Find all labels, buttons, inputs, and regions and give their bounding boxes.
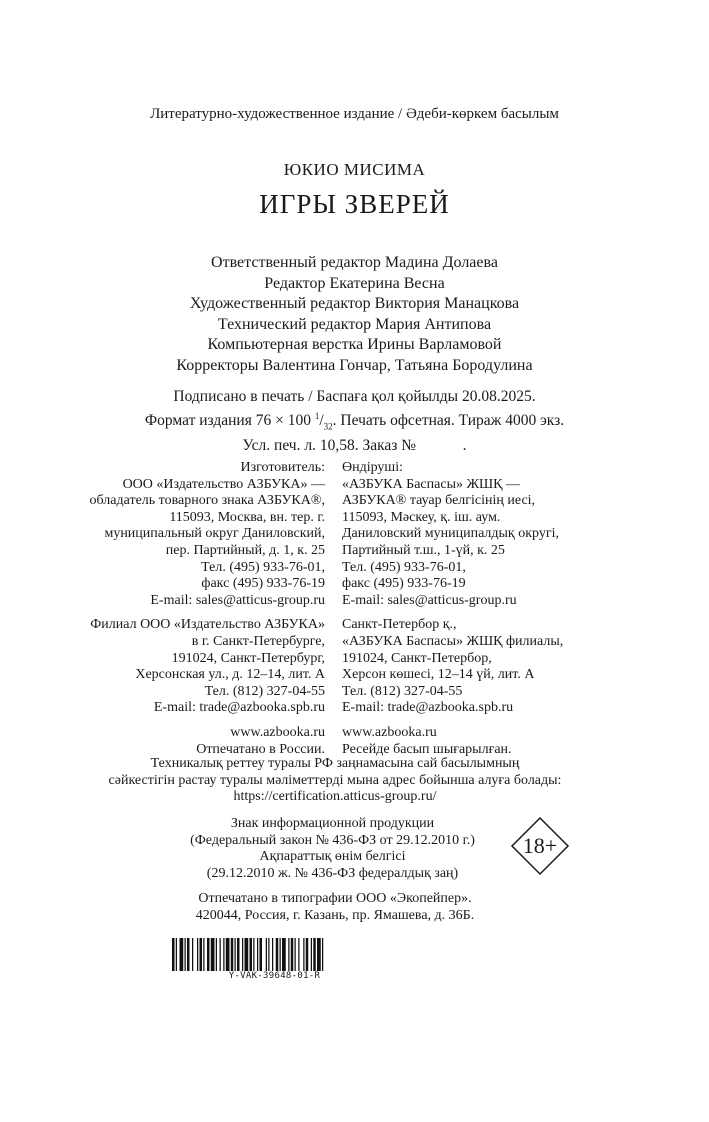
signed-date: Подписано в печать / Баспаға қол қойылды 20.08.2025. xyxy=(173,388,536,405)
sheets-order: Усл. печ. л. 10,58. Заказ № . xyxy=(242,437,467,455)
credit-line: Редактор Екатерина Весна xyxy=(264,274,445,292)
printer-info: Отпечатано в типографии ООО «Экопейпер». 420044, Россия, г. Казань, пр. Ямашева, д. 36Б. xyxy=(195,891,475,923)
age-rating-badge xyxy=(510,816,570,876)
certification-notice: Техникалық реттеу туралы РФ заңнамасына сай басылымның сәйкестігін растау туралы мәліметтерді мына адрес бойынша алуға болады: https://certification.atticus-group.ru/ xyxy=(108,756,562,804)
credit-line: Технический редактор Мария Антипова xyxy=(217,315,492,333)
edition-type: Литературно-художественное издание / Әдеби-көркем басылым xyxy=(150,106,559,122)
barcode-text: Y-VAK-39648-01-R xyxy=(228,971,321,981)
manufacturer-ru: Изготовитель: ООО «Издательство АЗБУКА» — обладатель товарного знака АЗБУКА®, 115093, Москва, вн. тер. г. муниципальный округ Даниловский, пер. Партийный, д. 1, к. 25 Тел. (495) 933-76-01, факс (495) 933-76-19 E-mail: sales@atticus-group.ru Филиал ООО «Издательство АЗБУКА» в г. Санкт-Петербурге, 191024, Санкт-Петербург, Херсонская ул., д. 12–14, лит. А Тел. (812) 327-04-55 E-mail: trade@azbooka.spb.ru www.azbooka.ru Отпечатано в России. xyxy=(89,460,325,757)
credit-line: Компьютерная верстка Ирины Варламовой xyxy=(207,336,502,353)
print-info xyxy=(0,387,709,456)
barcode-icon xyxy=(172,938,377,971)
credit-line: Ответственный редактор Мадина Долаева xyxy=(211,254,498,271)
info-sign-text: Знак информационной продукции (Федеральный закон № 436-ФЗ от 29.12.2010 г.) Ақпараттық өнім белгісі (29.12.2010 ж. № 436-ФЗ федералдық заң) xyxy=(190,816,475,881)
book-title: ИГРЫ ЗВЕРЕЙ xyxy=(259,189,450,219)
credits-block xyxy=(0,253,709,376)
credit-line: Корректоры Валентина Гончар, Татьяна Бородулина xyxy=(176,356,533,374)
age-rating-label: 18+ xyxy=(522,833,558,858)
credit-line: Художественный редактор Виктория Манацкова xyxy=(189,295,520,312)
format-line: Формат издания 76 × 100 $^1/_{32}$. Печать офсетная. Тираж 4000 экз. xyxy=(144,410,565,431)
author-name: ЮКИО МИСИМА xyxy=(283,160,426,179)
manufacturer-kz: Өндіруші: «АЗБУКА Баспасы» ЖШҚ — АЗБУКА® тауар белгісінің иесі, 115093, Мәскеу, қ. іш. аум. Даниловский муниципалдық округі, Партийный т.ш., 1-үй, к. 25 Тел. (495) 933-76-01, факс (495) 933-76-19 E-mail: sales@atticus-group.ru Санкт-Петербор қ., «АЗБУКА Баспасы» ЖШҚ филиалы, 191024, Санкт-Петербор, Херсон көшесі, 12–14 үй, лит. А Тел. (812) 327-04-55 E-mail: trade@azbooka.spb.ru www.azbooka.ru Ресейде басып шығарылған. xyxy=(342,460,564,757)
